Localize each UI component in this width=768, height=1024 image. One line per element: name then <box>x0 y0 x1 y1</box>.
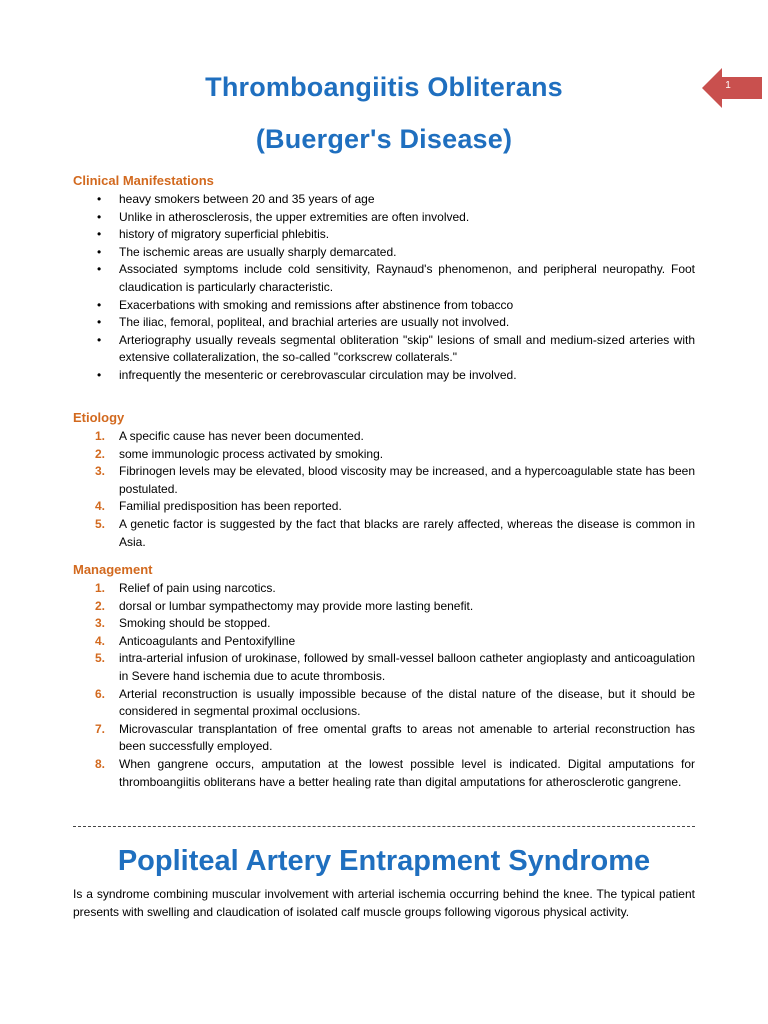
list-item: 4. Anticoagulants and Pentoxifylline <box>73 633 695 651</box>
list-number: 6. <box>95 686 106 701</box>
bullet-icon: • <box>97 297 102 312</box>
page-title: Thromboangiitis Obliterans <box>205 72 563 102</box>
bullet-icon: • <box>97 332 102 347</box>
bullet-icon: • <box>97 209 102 224</box>
list-item: • The ischemic areas are usually sharply demarcated. <box>73 244 695 262</box>
list-item: 1. A specific cause has never been documented. <box>73 428 695 446</box>
list-number: 3. <box>95 616 106 631</box>
list-item: 2. some immunologic process activated by smoking. <box>73 446 695 464</box>
list-item: 3. Fibrinogen levels may be elevated, blood viscosity may be increased, and a hypercoagulable state has been postulated. <box>95 464 695 496</box>
management-heading: Management <box>73 562 153 577</box>
list-number: 7. <box>95 721 106 736</box>
list-item: 6. Arterial reconstruction is usually impossible because of the distal nature of the disease, but it should be considered in segmental proximal occlusions. <box>95 686 695 719</box>
list-item: 4. Familial predisposition has been reported. <box>73 498 695 516</box>
list-number: 4. <box>95 499 106 514</box>
list-item: 1. Relief of pain using narcotics. <box>73 580 695 598</box>
list-item: • history of migratory superficial phlebitis. <box>73 226 695 244</box>
clinical-list <box>73 191 695 385</box>
list-item: 7. Microvascular transplantation of free omental grafts to areas not amenable to arterial reconstruction has been successfully employed. <box>95 721 695 754</box>
etiology-list <box>73 428 695 551</box>
list-number: 1. <box>95 429 106 443</box>
list-number: 8. <box>95 756 106 771</box>
bullet-icon: • <box>97 262 102 277</box>
list-number: 2. <box>95 598 106 613</box>
list-number: 3. <box>95 464 106 479</box>
list-item: • heavy smokers between 20 and 35 years of age <box>73 191 695 209</box>
etiology-heading: Etiology <box>73 410 125 425</box>
list-item: • Arteriography usually reveals segmental obliteration "skip" lesions of small and medium-sized arteries with extensive collateralization, the so-called "corkscrew collaterals." <box>97 332 695 365</box>
list-item: • Unlike in atherosclerosis, the upper extremities are often involved. <box>73 209 695 227</box>
list-number: 2. <box>95 446 106 461</box>
list-item: • Exacerbations with smoking and remissions after abstinence from tobacco <box>73 297 695 315</box>
bullet-icon: • <box>97 244 102 259</box>
list-item: 2. dorsal or lumbar sympathectomy may provide more lasting benefit. <box>73 598 695 616</box>
list-item: • infrequently the mesenteric or cerebrovascular circulation may be involved. <box>73 367 695 385</box>
page-number: 1 <box>725 80 731 91</box>
section2-title: Popliteal Artery Entrapment Syndrome <box>117 845 651 877</box>
list-number: 5. <box>95 651 106 666</box>
section2-body: Is a syndrome combining muscular involvement with arterial ischemia occurring behind the knee. The typical patient presents with swelling and claudication of isolated calf muscle groups following vigorous physical activity. <box>73 887 695 919</box>
list-number: 1. <box>95 581 106 595</box>
section-divider <box>73 826 695 827</box>
bullet-icon: • <box>97 192 102 206</box>
page-subtitle: (Buerger's Disease) <box>255 124 513 154</box>
list-item: 5. A genetic factor is suggested by the fact that blacks are rarely affected, whereas the disease is common in Asia. <box>95 516 695 549</box>
clinical-heading: Clinical Manifestations <box>73 173 214 188</box>
list-item: 5. intra-arterial infusion of urokinase, followed by small-vessel balloon catheter angioplasty and anticoagulation in Severe hand ischemia due to acute thrombosis. <box>95 651 695 683</box>
list-number: 4. <box>95 633 106 648</box>
bullet-icon: • <box>97 315 102 330</box>
bullet-icon: • <box>97 227 102 242</box>
list-item: 8. When gangrene occurs, amputation at the lowest possible level is indicated. Digital amputations for thromboangiitis obliterans have a better healing rate than digital amputations for atherosclerotic gangrene. <box>95 756 695 789</box>
list-number: 5. <box>95 516 106 531</box>
management-list <box>73 580 695 791</box>
bullet-icon: • <box>97 367 102 382</box>
list-item: • Associated symptoms include cold sensitivity, Raynaud's phenomenon, and peripheral neuropathy. Foot claudication is particularly characteristic. <box>97 262 695 294</box>
list-item: 3. Smoking should be stopped. <box>73 615 695 633</box>
list-item: • The iliac, femoral, popliteal, and brachial arteries are usually not involved. <box>73 314 695 332</box>
